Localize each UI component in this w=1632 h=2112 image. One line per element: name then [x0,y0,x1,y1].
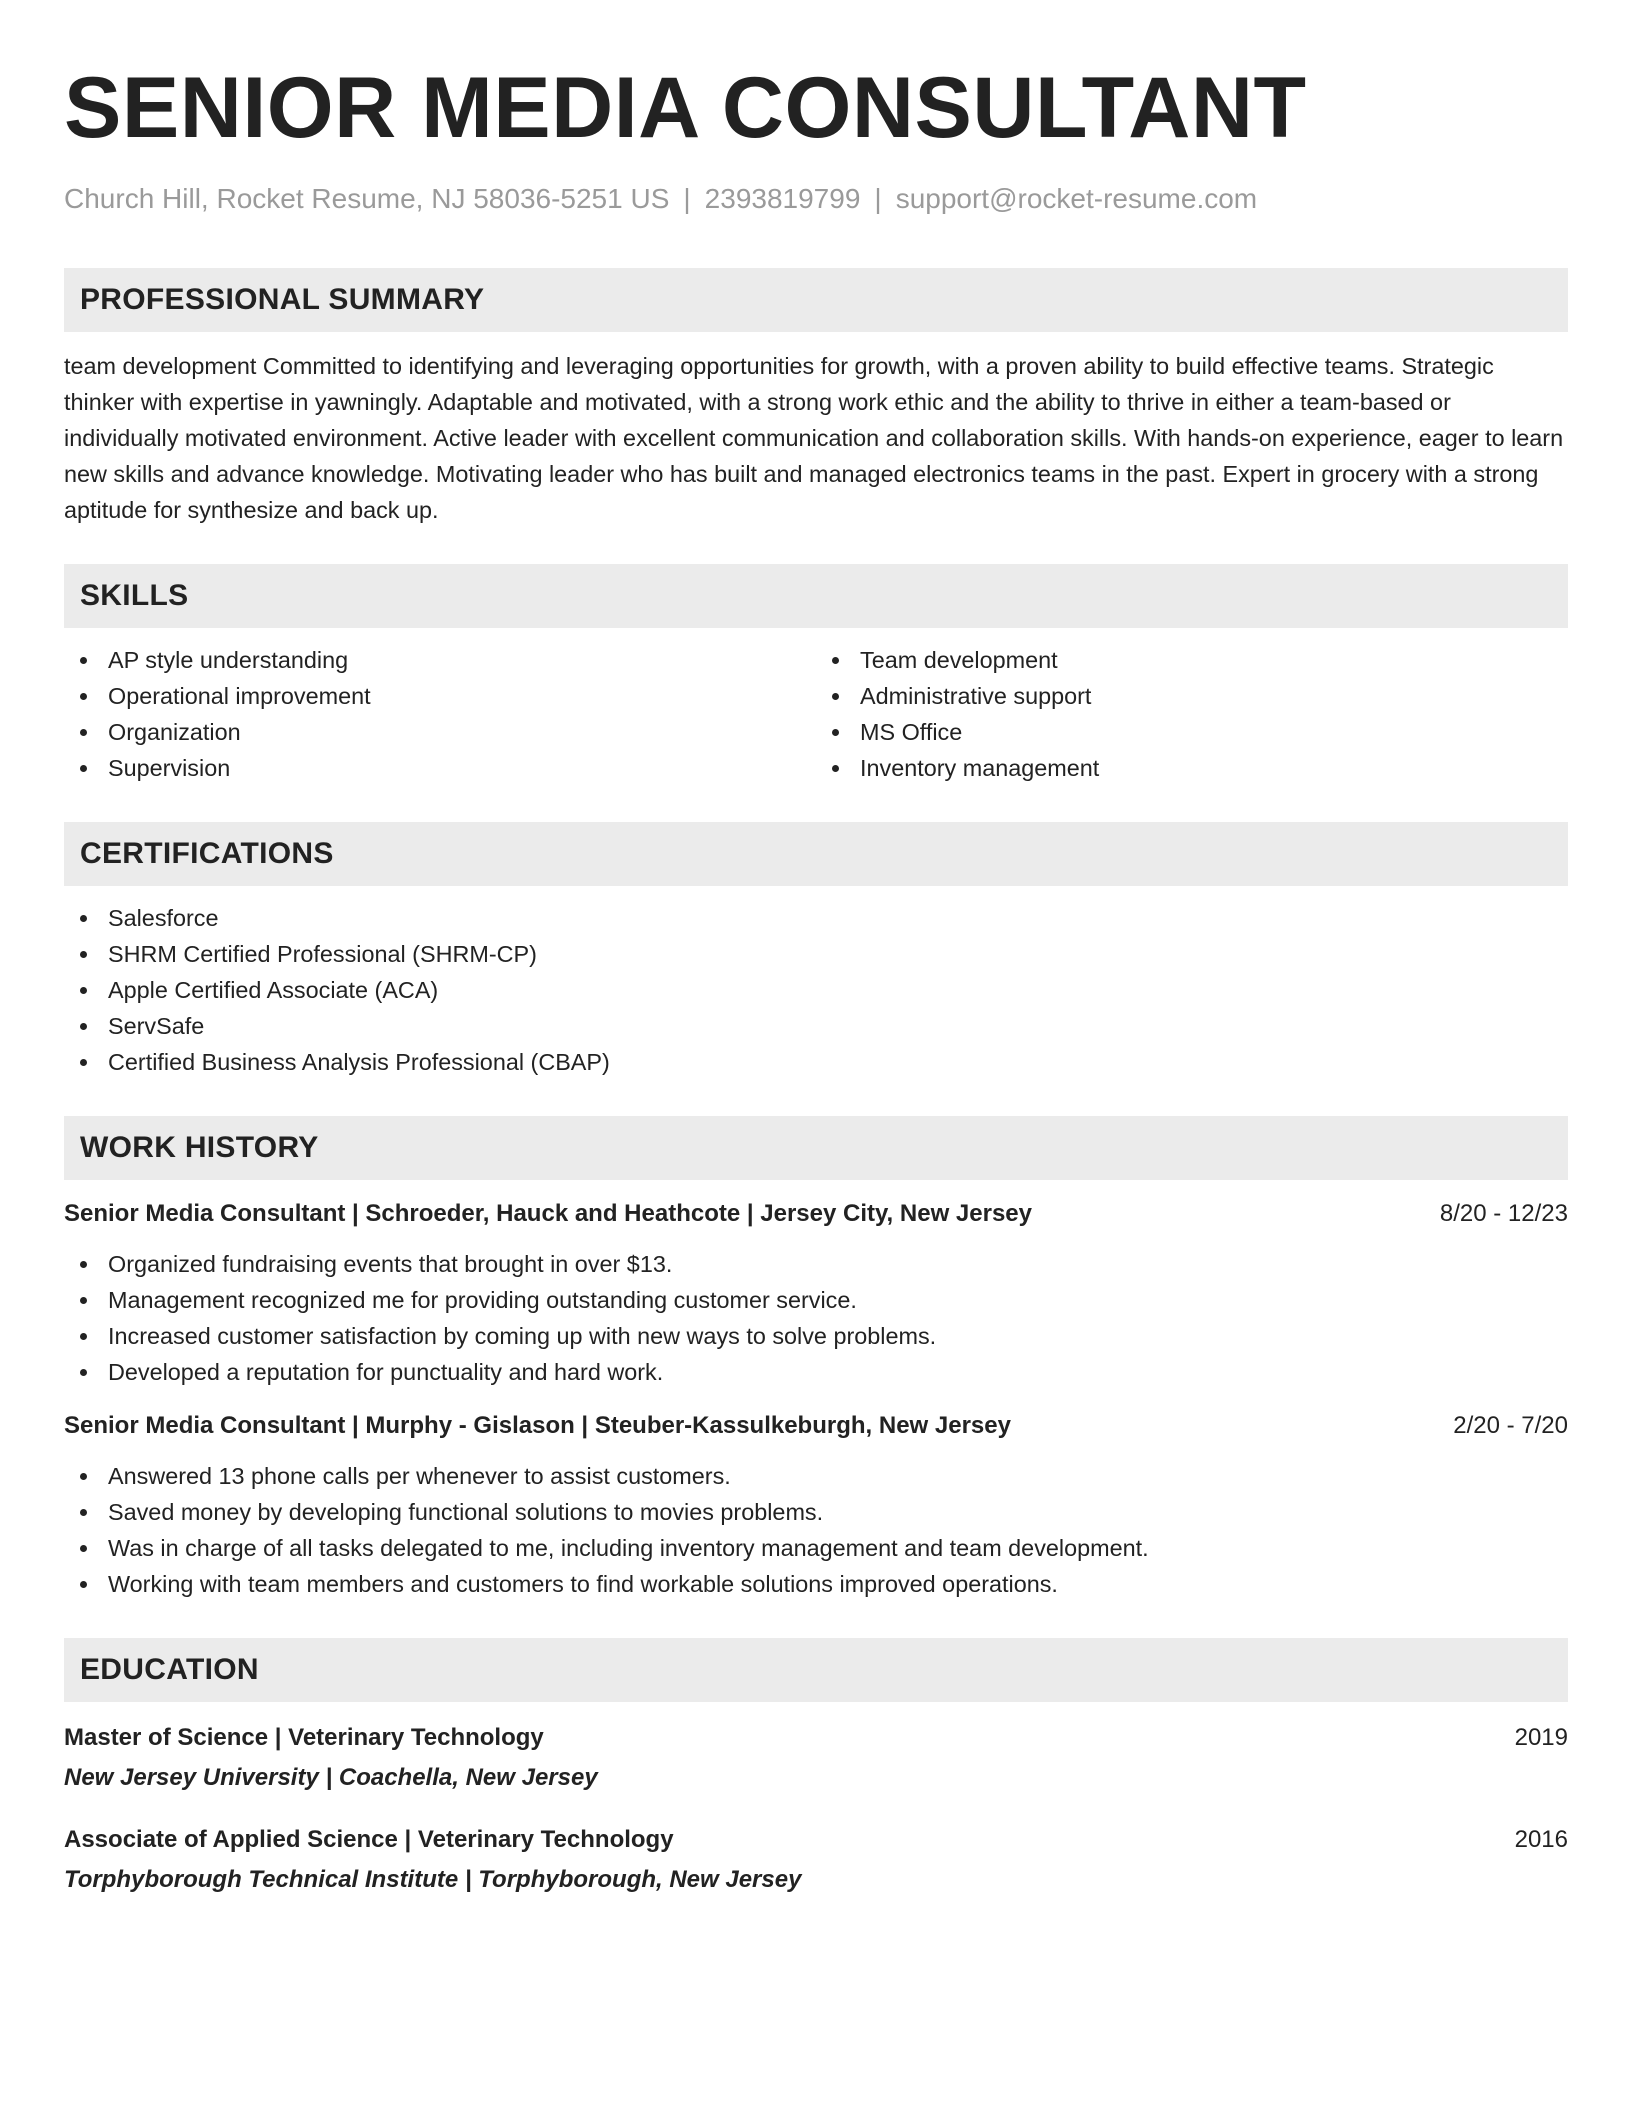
section-header-skills: SKILLS [64,564,1568,628]
skill-item: Operational improvement [64,678,816,714]
section-header-summary: PROFESSIONAL SUMMARY [64,268,1568,332]
skill-item: MS Office [816,714,1568,750]
skill-item: Organization [64,714,816,750]
contact-address: Church Hill, Rocket Resume, NJ 58036-5251 US [64,183,670,214]
job-title: Senior Media Consultant | Schroeder, Hauck and Heathcote | Jersey City, New Jersey [64,1200,1032,1227]
resume-name: SENIOR MEDIA CONSULTANT [64,60,1307,156]
certifications-list [64,900,1568,1080]
skill-item: Inventory management [816,750,1568,786]
job-bullets [64,1246,1568,1390]
job-bullet: Was in charge of all tasks delegated to me, including inventory management and team development. [64,1530,1568,1566]
skill-item: Administrative support [816,678,1568,714]
job-bullet: Answered 13 phone calls per whenever to assist customers. [64,1458,1568,1494]
certification-item: Salesforce [64,900,1568,936]
certification-item: Certified Business Analysis Professional (CBAP) [64,1044,1568,1080]
job-entry [64,1196,1568,1390]
skill-item: Supervision [64,750,816,786]
education-entry [64,1822,1568,1898]
education-school: New Jersey University | Coachella, New Jersey [64,1764,598,1791]
job-bullets [64,1458,1568,1602]
contact-phone: 2393819799 [704,183,861,214]
job-bullet: Organized fundraising events that brought in over $13. [64,1246,1568,1282]
skills-columns [64,642,1568,786]
education-year: 2016 [1514,1826,1568,1853]
job-bullet: Developed a reputation for punctuality and hard work. [64,1354,1568,1390]
education-school: Torphyborough Technical Institute | Torphyborough, New Jersey [64,1866,802,1893]
education-year: 2019 [1514,1724,1568,1751]
job-dates: 2/20 - 7/20 [1453,1412,1568,1439]
job-bullet: Saved money by developing functional solutions to movies problems. [64,1494,1568,1530]
contact-email: support@rocket-resume.com [895,183,1258,214]
job-dates: 8/20 - 12/23 [1439,1200,1568,1227]
section-header-certifications: CERTIFICATIONS [64,822,1568,886]
section-header-work-history: WORK HISTORY [64,1116,1568,1180]
skills-list-right [816,642,1568,786]
certification-item: ServSafe [64,1008,1568,1044]
contact-separator: | [874,183,882,214]
section-header-education: EDUCATION [64,1638,1568,1702]
contact-separator: | [683,183,691,214]
job-bullet: Management recognized me for providing outstanding customer service. [64,1282,1568,1318]
certification-item: Apple Certified Associate (ACA) [64,972,1568,1008]
job-header [64,1196,1568,1232]
skill-item: AP style understanding [64,642,816,678]
education-degree: Master of Science | Veterinary Technology [64,1724,544,1751]
job-header [64,1408,1568,1444]
skill-item: Team development [816,642,1568,678]
education-header [64,1720,1568,1756]
job-bullet: Increased customer satisfaction by coming up with new ways to solve problems. [64,1318,1568,1354]
job-bullet: Working with team members and customers to find workable solutions improved operations. [64,1566,1568,1602]
summary-text: team development Committed to identifying and leveraging opportunities for growth, with a proven ability to build effective teams. Strategic thinker with expertise in yawningly. Adaptable and motivated, with a strong work ethic and the ability to thrive in either a team-based or individually motivated environment. Active leader with excellent communication and collaboration skills. With hands-on experience, eager to learn new skills and advance knowledge. Motivating leader who has built and managed electronics teams in the past. Expert in grocery with a strong aptitude for synthesize and back up. [64,353,1564,523]
skills-list-left [64,642,816,786]
education-header [64,1822,1568,1858]
job-entry [64,1408,1568,1602]
contact-line [64,182,1568,216]
job-title: Senior Media Consultant | Murphy - Gislason | Steuber-Kassulkeburgh, New Jersey [64,1412,1011,1439]
education-entry [64,1720,1568,1796]
education-degree: Associate of Applied Science | Veterinary Technology [64,1826,674,1853]
certification-item: SHRM Certified Professional (SHRM-CP) [64,936,1568,972]
